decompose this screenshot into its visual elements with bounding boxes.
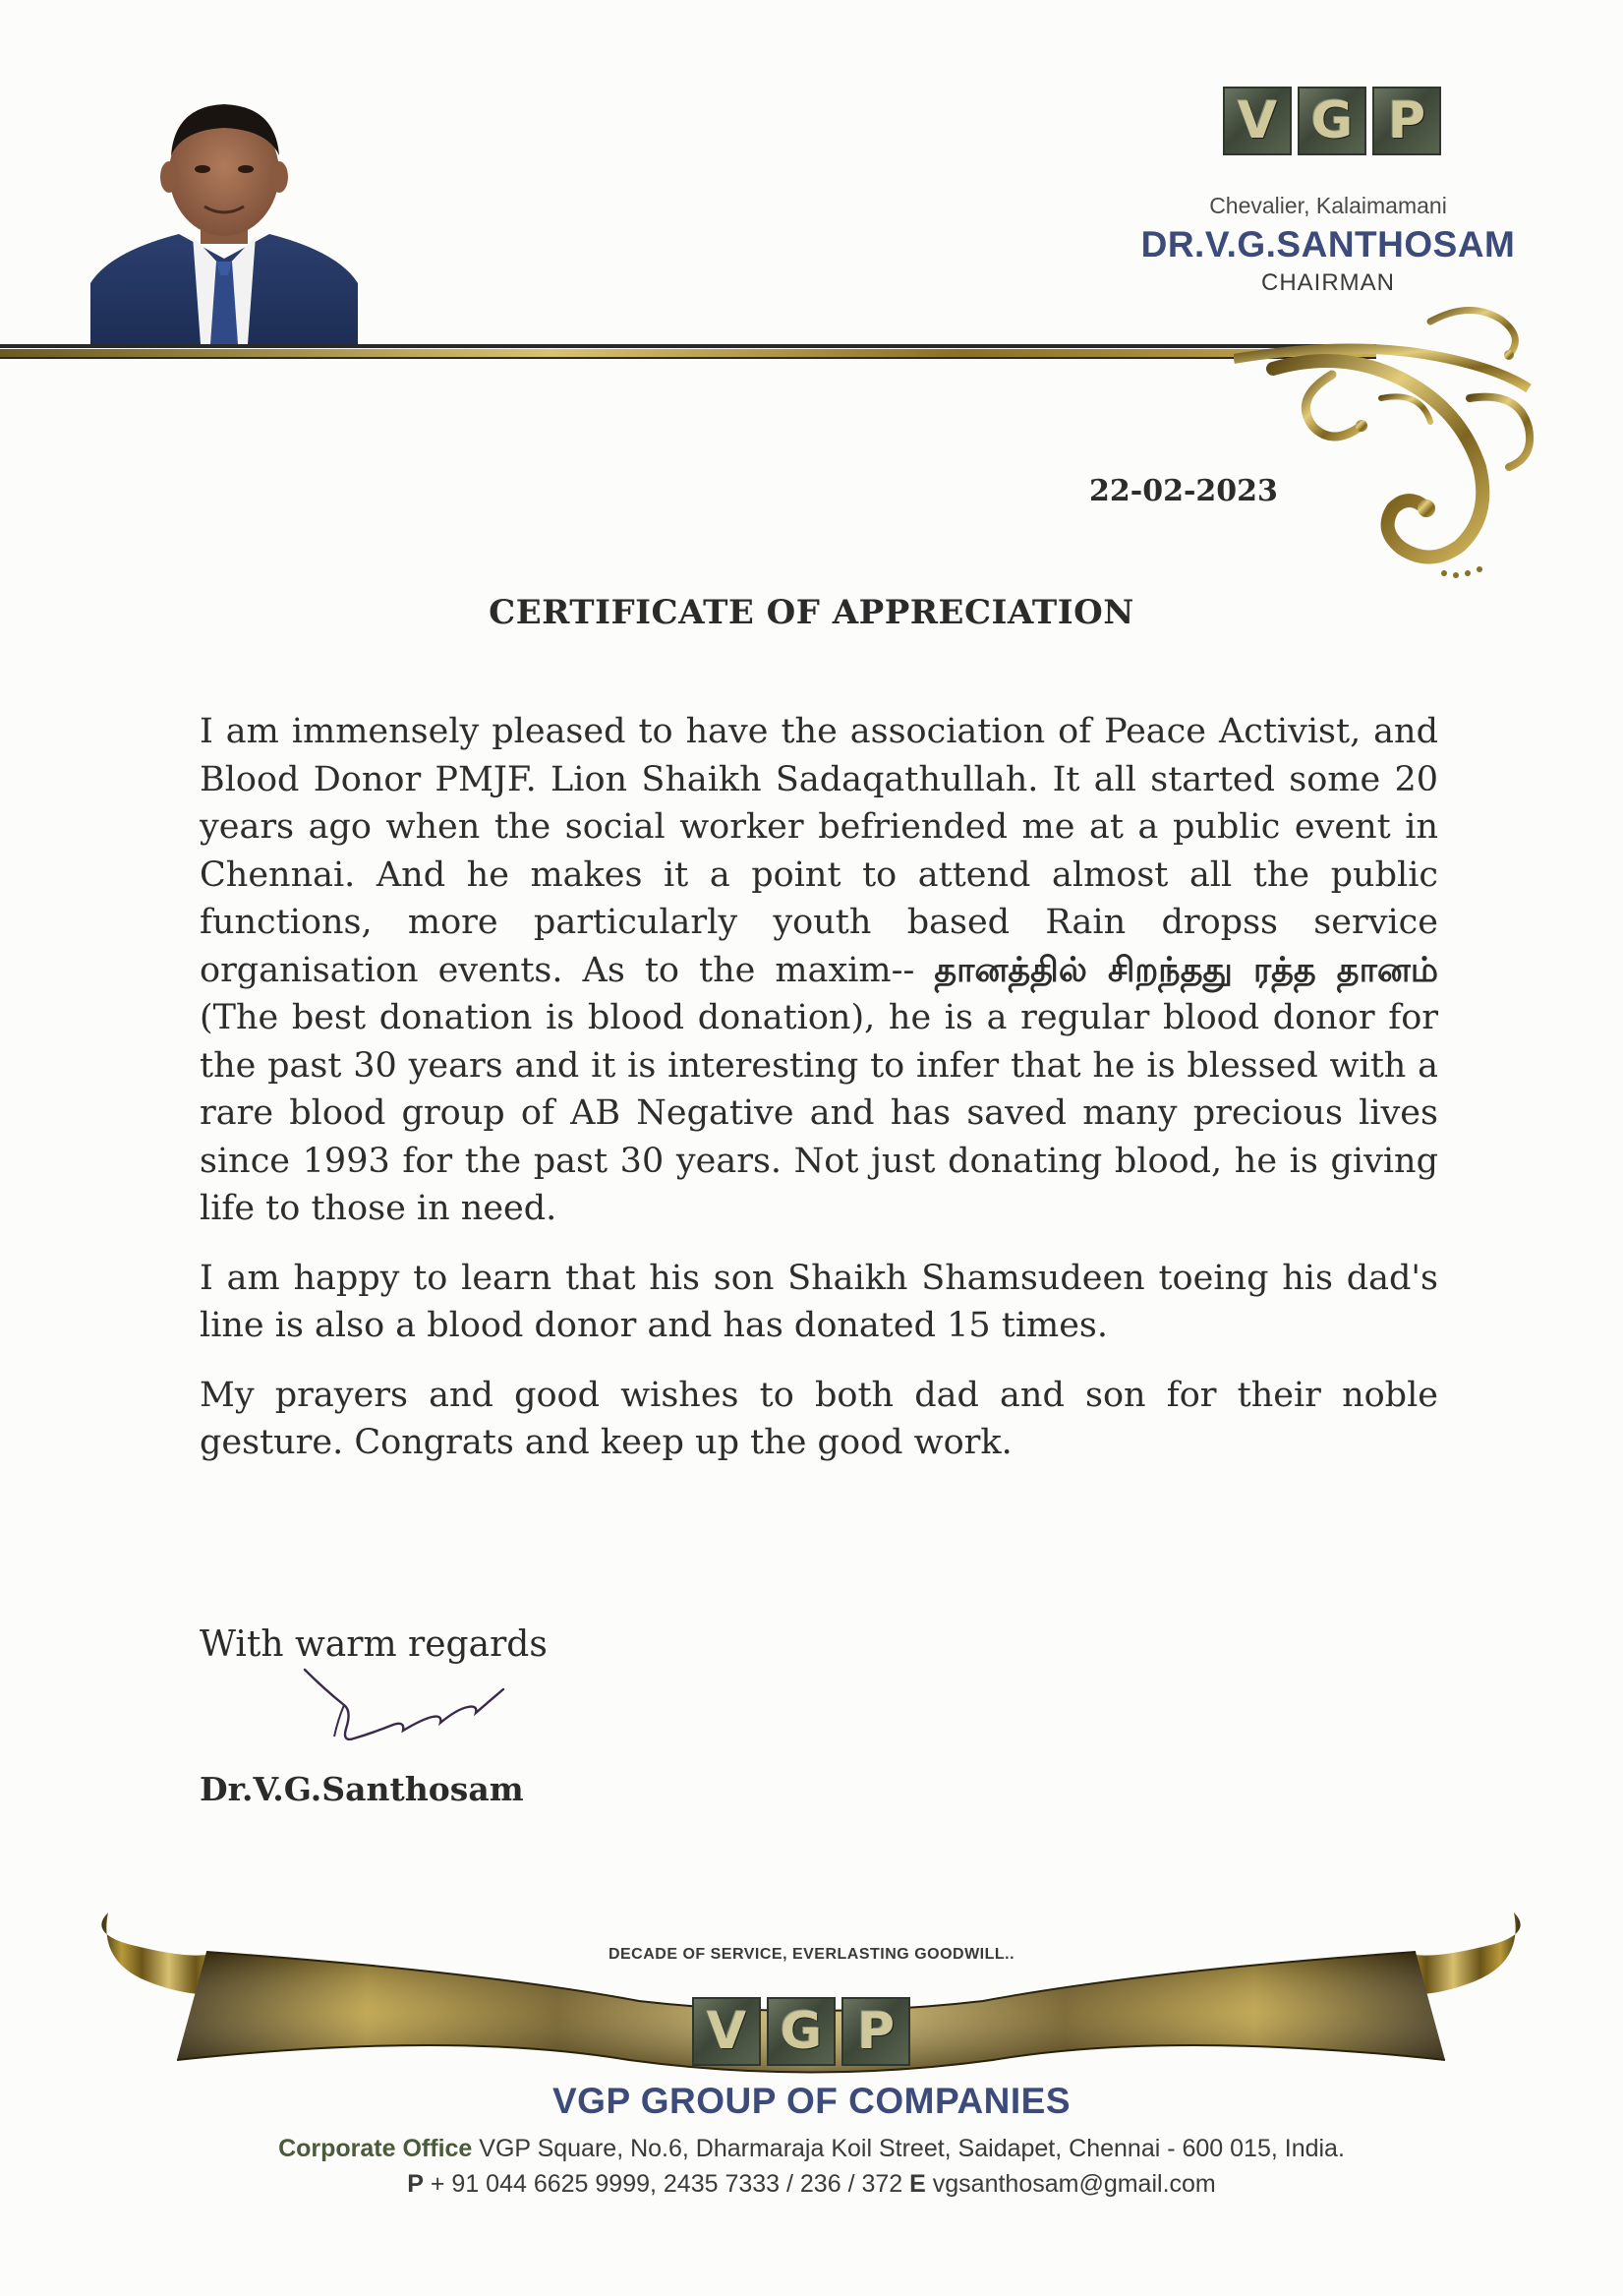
paragraph-1-part-1: I am immensely pleased to have the association of Peace Activist, and Blood Donor PMJF. Lion Shaikh Sadaqathullah. It all started some 20 years ago when the social worker befriended me at a public event in Chennai. And he makes it a point to attend almost all the public functions, more particularly youth based Rain dropss service organisation events. As to the maxim-- [200, 712, 1438, 990]
letter-body [200, 708, 1438, 1489]
chairman-photo [90, 87, 358, 344]
footer-tagline: DECADE OF SERVICE, EVERLASTING GOODWILL.. [608, 1946, 1015, 1963]
chairman-title: CHAIRMAN [1260, 269, 1395, 296]
signer-name: Dr.V.G.Santhosam [200, 1770, 524, 1808]
handwritten-signature [295, 1660, 521, 1768]
tamil-maxim: தானத்தில் சிறந்தது ரத்த தானம் [934, 950, 1438, 990]
logo-letter-g: G [767, 1997, 836, 2066]
contact-line [0, 2170, 1623, 2199]
logo-letter-p: P [841, 1997, 910, 2066]
vgp-logo-bottom [692, 1997, 910, 2066]
certificate-heading: CERTIFICATE OF APPRECIATION [489, 593, 1134, 632]
office-label: Corporate Office [278, 2135, 473, 2162]
email-label: E [909, 2170, 926, 2198]
phone-numbers: + 91 044 6625 9999, 2435 7333 / 236 / 372 [423, 2170, 910, 2198]
logo-letter-g: G [1298, 87, 1366, 155]
office-address [0, 2135, 1623, 2163]
phone-label: P [407, 2170, 424, 2198]
letter-date: 22-02-2023 [1089, 474, 1278, 508]
office-address-text: VGP Square, No.6, Dharmaraja Koil Street, Saidapet, Chennai - 600 015, India. [472, 2135, 1345, 2162]
paragraph-1 [200, 708, 1438, 1233]
logo-letter-v: V [1223, 87, 1292, 155]
paragraph-1-part-2: (The best donation is blood donation), he is a regular blood donor for the past 30 years and it is interesting to infer that he is blessed with a rare blood group of AB Negative and has saved many precious lives since 1993 for the past 30 years. Not just donating blood, he is giving life to those in need. [200, 998, 1438, 1228]
chevalier-line: Chevalier, Kalaimamani [1209, 193, 1447, 218]
logo-letter-v: V [692, 1997, 761, 2066]
header-gold-rule [0, 342, 1376, 362]
company-name: VGP GROUP OF COMPANIES [551, 2081, 1072, 2121]
ornamental-swirl [1234, 300, 1548, 585]
logo-letter-p: P [1372, 87, 1441, 155]
email-address[interactable]: vgsanthosam@gmail.com [925, 2170, 1216, 2198]
paragraph-3: My prayers and good wishes to both dad and son for their noble gesture. Congrats and keep up the good work. [200, 1375, 1438, 1462]
paragraph-2: I am happy to learn that his son Shaikh Shamsudeen toeing his dad's line is also a blood donor and has donated 15 times. [200, 1258, 1438, 1345]
chairman-name: DR.V.G.SANTHOSAM [1140, 224, 1516, 265]
vgp-logo-top [1223, 87, 1441, 155]
closing-regards: With warm regards [200, 1624, 548, 1665]
